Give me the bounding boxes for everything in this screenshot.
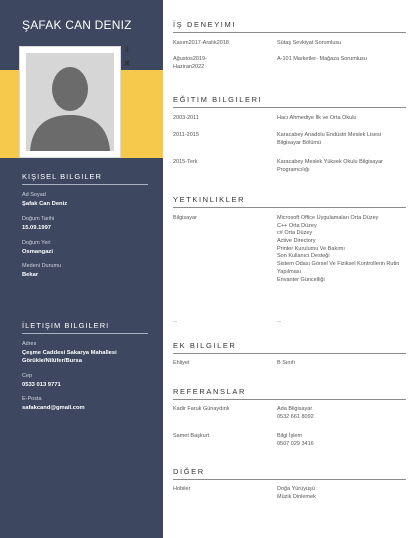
close-icon[interactable]: ✖ (123, 59, 131, 68)
contact-info-heading: İLETIŞIM BILGILERI (22, 321, 148, 334)
row-label: Kasım2017-Aralık2018 (173, 40, 229, 46)
avatar (26, 53, 114, 151)
row-value: Sütaş Sevkiyat Sorumlusu (277, 40, 342, 46)
field-label: Adres (22, 341, 37, 347)
field-value: safakcand@gmail.com (22, 405, 85, 412)
list-item (173, 433, 406, 451)
photo-tools (122, 45, 132, 73)
list-item (173, 40, 406, 56)
references-heading: REFERANSLAR (173, 387, 406, 400)
row-label: Kadir Faruk Günaydınlı (173, 406, 230, 412)
row-value: Bilgi İşlem 0507 029 3416 (277, 433, 314, 447)
row-label: 2015-Terk (173, 159, 198, 165)
avatar-silhouette-icon (26, 53, 114, 151)
field-label: Cep (22, 372, 33, 379)
row-value: Microsoft Office Uygulamaları Orta Düzey C++ Orta Düzey c# Orta Düzey Active Directory Printer Kurulumu Ve Bakımı Son Kullanıcı Desteği Sistem Odası Görsel Ve Fiziksel Kontrollerin Rutin Yapılması Envanter Güncelliği (277, 215, 400, 283)
education-heading: EĞITIM BILGILERI (173, 95, 406, 108)
row-value: Hacı Ahmediye İlk ve Orta Okulu (277, 115, 357, 121)
row-value: B Sınıfı (277, 360, 296, 366)
list-item (173, 56, 406, 78)
row-value: Doğa Yürüyüşü Müzik Dinlemek (277, 486, 316, 500)
field-value: Şafak Can Deniz (22, 201, 68, 207)
sidebar (0, 0, 163, 538)
extra-info-section (173, 341, 406, 370)
references-section (173, 387, 406, 451)
list-item (173, 215, 406, 318)
personal-info-section (22, 172, 148, 280)
field-value: Osmangazi (22, 248, 53, 255)
profile-photo[interactable] (19, 46, 121, 158)
field-value: 0533 013 9771 (22, 381, 61, 388)
field-value: 15.09.1997 (22, 224, 52, 231)
extra-info-heading: EK BILGILER (173, 341, 406, 354)
contact-info-section (22, 321, 148, 413)
other-heading: DIĞER (173, 467, 406, 480)
row-value: ... (277, 318, 282, 324)
other-section (173, 467, 406, 504)
field-label: Medeni Durumu (22, 263, 62, 270)
row-value: Karacabey Anadolu Endüstri Meslek Lisesi Bilgisayar Bölümü (277, 132, 381, 146)
row-label: Hobiler (173, 486, 191, 492)
row-label: ... (173, 318, 178, 324)
row-label: 2003-2011 (173, 115, 199, 121)
row-label: Samet Başkurt (173, 433, 210, 439)
person-name: ŞAFAK CAN DENIZ (22, 18, 132, 32)
list-item (173, 486, 406, 504)
field-value: Çeşme Caddesi Sakarya Mahallesi Görükle/Nilüfer/Bursa (22, 350, 117, 364)
list-item (173, 406, 406, 433)
field-label: E-Posta (22, 396, 42, 403)
experience-section (173, 20, 406, 78)
list-item (173, 132, 406, 159)
skills-heading: YETKINLIKLER (173, 195, 406, 208)
list-item (173, 115, 406, 132)
row-value: Karacabey Meslek Yüksek Okulu Bilgisayar Programcılığı (277, 159, 383, 173)
row-label: Bilgisayar (173, 215, 197, 221)
row-label: Ehliyet (173, 360, 190, 366)
field-value: Bekar (22, 272, 39, 279)
row-label: Ağustos2019-Haziran2022 (173, 56, 207, 70)
row-value: A-101 Marketler- Mağaza Sorumlusu (277, 56, 367, 62)
skills-section (173, 195, 406, 328)
field-label: Doğum Tarihi (22, 215, 55, 222)
experience-heading: İŞ DENEYIMI (173, 20, 406, 33)
field-label: Ad Soyad (22, 192, 46, 198)
row-value: Ada Bilgisayar 0532 661 8092 (277, 406, 314, 420)
upload-icon[interactable]: ⇪ (123, 45, 131, 54)
list-item (173, 318, 406, 328)
education-section (173, 95, 406, 179)
personal-info-heading: KIŞISEL BILGILER (22, 172, 148, 185)
row-label: 2011-2015 (173, 132, 199, 138)
field-label: Doğum Yeri (22, 239, 51, 246)
list-item (173, 360, 406, 370)
list-item (173, 159, 406, 179)
